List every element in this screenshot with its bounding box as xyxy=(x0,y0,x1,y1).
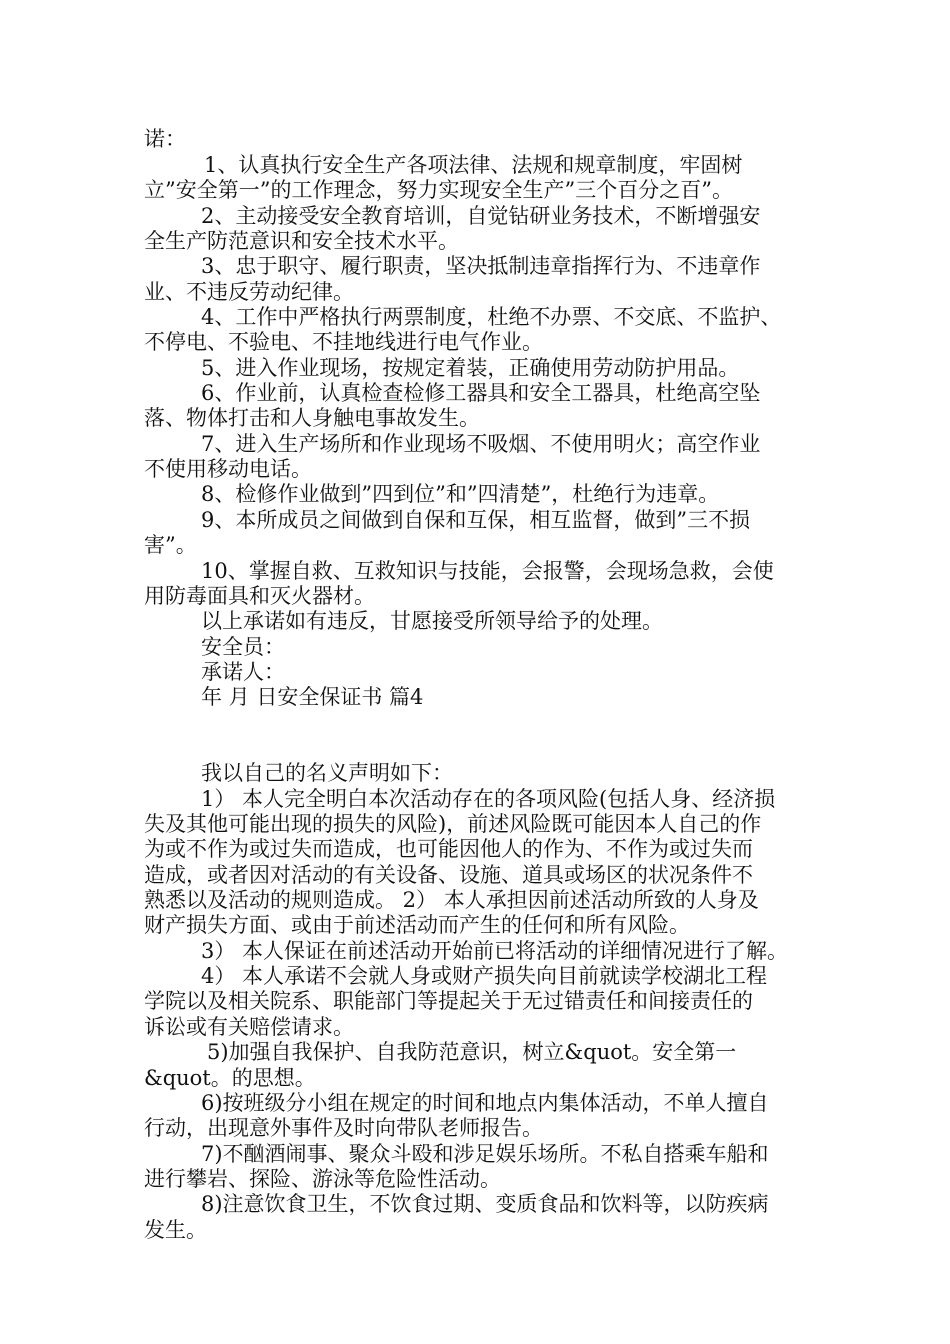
text-line: 业、不违反劳动纪律。 xyxy=(144,280,354,304)
text-line: 为或不作为或过失而造成，也可能因他人的作为、不作为或过失而 xyxy=(144,837,753,861)
text-line: 诺： xyxy=(144,127,186,151)
text-line: 9、本所成员之间做到自保和互保，相互监督，做到”三不损 xyxy=(201,508,751,532)
text-line: 立”安全第一”的工作理念，努力实现安全生产”三个百分之百”。 xyxy=(144,178,733,202)
text-line: 进行攀岩、探险、游泳等危险性活动。 xyxy=(144,1167,501,1191)
text-line: 发生。 xyxy=(144,1218,207,1242)
text-line: 6、作业前，认真检查检修工器具和安全工器具，杜绝高空坠 xyxy=(201,381,761,405)
text-line: 8、检修作业做到”四到位”和”四清楚”，杜绝行为违章。 xyxy=(201,482,720,506)
text-line: 5)加强自我保护、自我防范意识，树立&quot。安全第一 xyxy=(207,1040,737,1064)
text-line: 10、掌握自救、互救知识与技能，会报警，会现场急救，会使 xyxy=(201,559,774,583)
text-line: 害”。 xyxy=(144,533,197,557)
text-line: 1、认真执行安全生产各项法律、法规和规章制度，牢固树 xyxy=(204,153,743,177)
text-line: 3、忠于职守、履行职责，坚决抵制违章指挥行为、不违章作 xyxy=(201,254,761,278)
text-line: 7、进入生产场所和作业现场不吸烟、不使用明火；高空作业 xyxy=(201,432,761,456)
text-line: 4） 本人承诺不会就人身或财产损失向目前就读学校湖北工程 xyxy=(201,964,768,988)
text-line: 年 月 日安全保证书 篇4 xyxy=(201,685,424,709)
text-line: 不使用移动电话。 xyxy=(144,457,312,481)
text-line: 用防毒面具和灭火器材。 xyxy=(144,584,375,608)
text-line: 4、工作中严格执行两票制度，杜绝不办票、不交底、不监护、 xyxy=(201,305,782,329)
text-line: 行动，出现意外事件及时向带队老师报告。 xyxy=(144,1116,543,1140)
text-line: 我以自己的名义声明如下： xyxy=(201,761,453,785)
text-line: 6)按班级分小组在规定的时间和地点内集体活动，不单人擅自 xyxy=(201,1091,769,1115)
text-line: 承诺人： xyxy=(201,660,285,684)
text-line: 7)不酗酒闹事、聚众斗殴和涉足娱乐场所。不私自搭乘车船和 xyxy=(201,1142,769,1166)
text-line: 学院以及相关院系、职能部门等提起关于无过错责任和间接责任的 xyxy=(144,989,753,1013)
text-line: 安全员： xyxy=(201,635,285,659)
text-line: &quot。的思想。 xyxy=(144,1066,316,1090)
text-line: 熟悉以及活动的规则造成。 2） 本人承担因前述活动所致的人身及 xyxy=(144,888,759,912)
text-line: 财产损失方面、或由于前述活动而产生的任何和所有风险。 xyxy=(144,913,690,937)
text-line: 诉讼或有关赔偿请求。 xyxy=(144,1015,354,1039)
text-line: 以上承诺如有违反，甘愿接受所领导给予的处理。 xyxy=(201,609,663,633)
text-line: 失及其他可能出现的损失的风险)，前述风险既可能因本人自己的作 xyxy=(144,812,762,836)
text-line: 不停电、不验电、不挂地线进行电气作业。 xyxy=(144,330,543,354)
text-line: 全生产防范意识和安全技术水平。 xyxy=(144,229,459,253)
text-line: 落、物体打击和人身触电事故发生。 xyxy=(144,406,480,430)
text-line: 2、主动接受安全教育培训，自觉钻研业务技术，不断增强安 xyxy=(201,204,761,228)
text-line: 3） 本人保证在前述活动开始前已将活动的详细情况进行了解。 xyxy=(201,939,789,963)
text-line: 8)注意饮食卫生，不饮食过期、变质食品和饮料等，以防疾病 xyxy=(201,1192,769,1216)
text-line: 造成，或者因对活动的有关设备、设施、道具或场区的状况条件不 xyxy=(144,863,753,887)
text-line: 5、进入作业现场，按规定着装，正确使用劳动防护用品。 xyxy=(201,356,740,380)
text-line: 1） 本人完全明白本次活动存在的各项风险(包括人身、经济损 xyxy=(201,787,776,811)
